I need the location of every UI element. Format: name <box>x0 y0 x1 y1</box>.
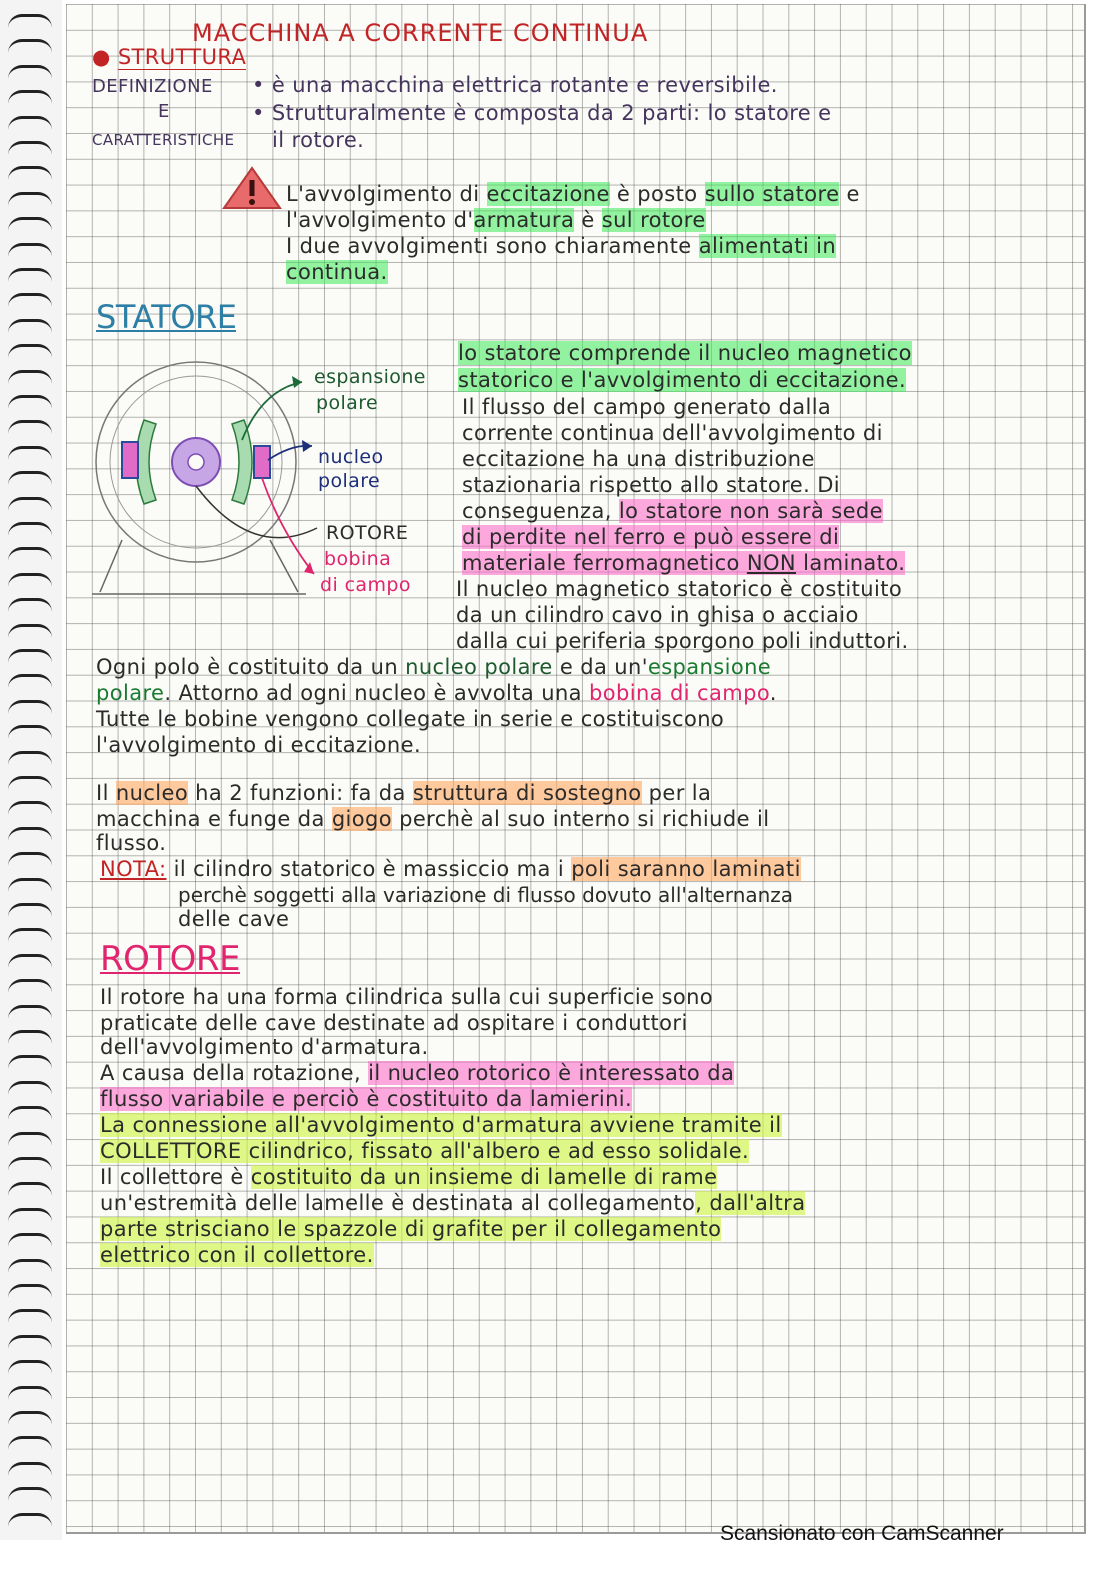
heading-statore: STATORE <box>96 298 237 336</box>
spiral-ring <box>8 801 52 816</box>
nota-line-2: perchè soggetti alla variazione di flusso dovuto all'alternanza <box>178 883 794 907</box>
nota-text: il cilindro statorico è massiccio ma i <box>173 857 572 881</box>
spiral-ring <box>8 1411 52 1426</box>
bullet-icon: • <box>252 73 272 97</box>
label-bobina: bobina <box>324 548 392 570</box>
label-rotore: ROTORE <box>326 522 409 544</box>
term-collettore: COLLETTORE <box>100 1139 242 1163</box>
highlight-spazzole: parte strisciano le spazzole di grafite per il collegamento <box>100 1217 722 1241</box>
spiral-ring <box>8 1360 52 1375</box>
rotore-line-2: praticate delle cave destinate ad ospitare i conduttori <box>100 1011 688 1035</box>
statore-text: per la <box>641 781 712 805</box>
spiral-ring <box>8 1132 52 1147</box>
statore-p1-line-6: stazionaria rispetto allo statore. Di <box>462 473 841 497</box>
spiral-ring <box>8 547 52 562</box>
rotore-line-11 <box>100 1242 374 1268</box>
rotore-line-6 <box>100 1112 782 1138</box>
pole-shoe-right <box>232 420 252 504</box>
spiral-ring <box>8 370 52 385</box>
highlight-nucleo: nucleo <box>115 781 189 805</box>
spiral-ring <box>8 39 52 54</box>
bullet-icon: • <box>252 101 272 125</box>
definition-line-2 <box>252 100 832 126</box>
highlight-poli-laminati: poli saranno laminati <box>571 857 801 881</box>
highlight-costituito: costituito da un insieme di <box>250 1165 548 1189</box>
highlight-statore-non-sede: lo statore non sarà sede <box>618 499 883 523</box>
arrow-espansione <box>242 382 302 440</box>
arrow-rotore <box>196 486 317 538</box>
spiral-ring <box>8 1462 52 1477</box>
machine-leg-left <box>100 540 122 592</box>
statore-p1-line-1 <box>458 340 912 366</box>
spiral-ring <box>8 674 52 689</box>
nota-label: NOTA: <box>100 857 167 881</box>
warning-text: è posto <box>609 182 705 206</box>
label-nucleo: nucleo <box>318 446 384 468</box>
highlight-collettore <box>100 1139 749 1163</box>
spiral-ring <box>8 1182 52 1197</box>
statore-text: . Attorno ad ogni nucleo è avvolta una <box>164 681 589 705</box>
statore-text: ha 2 funzioni: fa da <box>188 781 413 805</box>
spiral-ring <box>8 1081 52 1096</box>
statore-text: macchina e funge da <box>96 807 332 831</box>
spiral-ring <box>8 979 52 994</box>
spiral-ring <box>8 903 52 918</box>
rotore-line-8 <box>100 1164 717 1190</box>
rotore-line-3: dell'avvolgimento d'armatura. <box>100 1035 429 1059</box>
highlight-dall-altra: , dall'altra <box>695 1191 806 1215</box>
statore-text: Ogni polo è costituito da un <box>96 655 406 679</box>
term-polare: polare <box>96 681 165 705</box>
spiral-ring <box>8 446 52 461</box>
spiral-ring <box>8 65 52 80</box>
nota-line-1 <box>100 856 801 882</box>
rotore-line-5 <box>100 1086 632 1112</box>
spiral-ring <box>8 776 52 791</box>
statore-p2-line-3: Tutte le bobine vengono collegate in serie e costituiscono <box>96 707 725 731</box>
warning-line-2 <box>286 207 706 233</box>
statore-p3-line-2 <box>96 806 769 832</box>
highlight-alimentati-in: alimentati in <box>698 234 837 258</box>
spiral-ring <box>8 1233 52 1248</box>
highlight-lamelle-rame: lamelle di rame <box>547 1165 718 1189</box>
arrow-bobina <box>262 478 314 574</box>
highlight-statorico: statorico e l'avvolgimento di eccitazione. <box>458 368 907 392</box>
spiral-ring <box>8 573 52 588</box>
spiral-ring <box>8 344 52 359</box>
spiral-ring <box>8 90 52 105</box>
highlight-perdite: di perdite nel ferro e può essere di <box>462 525 840 549</box>
statore-p1-line-12: dalla cui periferia sporgono poli induttori. <box>456 629 909 653</box>
spiral-ring <box>8 852 52 867</box>
term-espansione: espansione <box>647 655 772 679</box>
spiral-ring <box>8 1157 52 1172</box>
rotor-shaft <box>188 454 204 470</box>
arrow-head-icon <box>302 440 312 452</box>
warning-line-4 <box>286 259 388 285</box>
warning-text: L'avvolgimento di <box>286 182 487 206</box>
rotore-line-9 <box>100 1190 805 1216</box>
statore-p1-line-8 <box>462 524 839 550</box>
highlight-sullo-statore: sullo statore <box>704 182 840 206</box>
highlight-eccitazione: eccitazione <box>486 182 610 206</box>
spiral-ring <box>8 1284 52 1299</box>
rotore-line-10 <box>100 1216 721 1242</box>
warning-text: l'avvolgimento d' <box>286 208 474 232</box>
spiral-ring <box>8 522 52 537</box>
label-nucleo-polare: polare <box>318 470 381 492</box>
section-struttura-label: STRUTTURA <box>117 45 247 69</box>
statore-p1-line-7 <box>462 498 883 524</box>
rotore-text: un'estremità delle lamelle è destinata al collegamento <box>100 1191 696 1215</box>
spiral-ring <box>8 268 52 283</box>
spiral-ring <box>8 954 52 969</box>
spiral-ring <box>8 1259 52 1274</box>
warning-text: I due avvolgimenti sono chiaramente <box>286 234 699 258</box>
section-struttura <box>92 44 246 70</box>
statore-p1-line-5: eccitazione ha una distribuzione <box>462 447 815 471</box>
scanner-footer: Scansionato con CamScanner <box>720 1522 1004 1545</box>
statore-p1-line-3: Il flusso del campo generato dalla <box>462 395 832 419</box>
spiral-ring <box>8 166 52 181</box>
margin-label-definizione: DEFINIZIONE <box>92 76 213 97</box>
spiral-ring <box>8 1386 52 1401</box>
term-bobina-di-campo: bobina di campo <box>589 681 770 705</box>
definition-text-1: è una macchina elettrica rotante e reversibile. <box>271 73 778 97</box>
rotore-text: A causa della rotazione, <box>100 1061 369 1085</box>
spiral-ring <box>8 1106 52 1121</box>
spiral-ring <box>8 14 52 29</box>
statore-p1-line-11: da un cilindro cavo in ghisa o acciaio <box>456 603 859 627</box>
warning-icon <box>222 166 282 210</box>
definition-line-3: il rotore. <box>272 128 365 152</box>
spiral-ring <box>8 878 52 893</box>
spiral-ring <box>8 1335 52 1350</box>
rotore-line-7 <box>100 1138 749 1164</box>
heading-rotore: ROTORE <box>100 939 241 979</box>
field-coil-left <box>122 442 138 478</box>
statore-text: Il <box>96 781 116 805</box>
highlight-sul-rotore: sul rotore <box>601 208 706 232</box>
warning-text: e <box>839 182 860 206</box>
statore-p1-line-2 <box>458 367 906 393</box>
highlight-struttura-sostegno: struttura di sostegno <box>412 781 642 805</box>
statore-p3-line-3: flusso. <box>96 831 167 855</box>
definition-line-1 <box>252 72 778 98</box>
warning-text: è <box>574 208 602 232</box>
spiral-ring <box>8 649 52 664</box>
spiral-ring <box>8 420 52 435</box>
spiral-ring <box>8 1030 52 1045</box>
spiral-ring <box>8 1208 52 1223</box>
statore-text: e da un' <box>552 655 648 679</box>
spiral-ring <box>8 827 52 842</box>
statore-p2-line-4: l'avvolgimento di eccitazione. <box>96 733 422 757</box>
rotore-text: Il collettore è <box>100 1165 251 1189</box>
statore-text: materiale ferromagnetico <box>462 551 747 575</box>
spiral-ring <box>8 243 52 258</box>
emphasis-non: NON <box>746 551 797 575</box>
label-di-campo: di campo <box>320 574 411 596</box>
highlight-flusso-variabile: flusso variabile e perciò è costituito da lamierini. <box>100 1087 633 1111</box>
spiral-ring <box>8 395 52 410</box>
spiral-ring <box>8 217 52 232</box>
statore-p3-line-1 <box>96 780 711 806</box>
notebook-spiral-binding <box>0 0 62 1540</box>
statore-text: . <box>769 681 777 705</box>
highlight-statore-comprende: lo statore comprende il nucleo magnetico <box>458 341 912 365</box>
spiral-ring <box>8 598 52 613</box>
statore-p2-line-2 <box>96 680 777 706</box>
spiral-ring <box>8 928 52 943</box>
spiral-ring <box>8 1005 52 1020</box>
spiral-ring <box>8 471 52 486</box>
label-espansione: espansione <box>314 366 426 388</box>
spiral-ring <box>8 1309 52 1324</box>
highlight-armatura: armatura <box>473 208 575 232</box>
margin-label-e: E <box>158 101 170 122</box>
statore-p2-line-1 <box>96 654 771 680</box>
margin-label-caratteristiche: CARATTERISTICHE <box>92 131 235 149</box>
page-title: MACCHINA A CORRENTE CONTINUA <box>192 19 649 47</box>
arrow-head-icon <box>292 376 302 388</box>
spiral-ring <box>8 751 52 766</box>
spiral-ring <box>8 192 52 207</box>
definition-text-2: Strutturalmente è composta da 2 parti: lo statore e <box>271 101 832 125</box>
statore-p1-line-10: Il nucleo magnetico statorico è costituito <box>456 577 903 601</box>
statore-text: conseguenza, <box>462 499 619 523</box>
bullet-icon: ● <box>92 45 111 69</box>
rotore-text: cilindrico, fissato all'albero e ad esso solidale. <box>241 1139 750 1163</box>
term-nucleo-polare: nucleo polare <box>405 655 553 679</box>
statore-text: perchè al suo interno si richiude il <box>392 807 770 831</box>
spiral-ring <box>8 497 52 512</box>
spiral-ring <box>8 1513 52 1528</box>
spiral-ring <box>8 700 52 715</box>
label-espansione-polare: polare <box>316 392 379 414</box>
warning-line-3 <box>286 233 836 259</box>
highlight-connessione: La connessione all'avvolgimento d'armatura avviene tramite il <box>100 1113 782 1137</box>
spiral-ring <box>8 319 52 334</box>
spiral-ring <box>8 1055 52 1070</box>
highlight-continua: continua. <box>286 260 388 284</box>
spiral-ring <box>8 116 52 131</box>
nota-line-3: delle cave <box>178 907 290 931</box>
warning-line-1 <box>286 181 860 207</box>
rotore-line-1: Il rotore ha una forma cilindrica sulla cui superficie sono <box>100 985 714 1009</box>
spiral-ring <box>8 1436 52 1451</box>
spiral-ring <box>8 1487 52 1502</box>
machine-leg-right <box>270 540 298 592</box>
statore-p1-line-9 <box>462 550 905 576</box>
highlight-nucleo-rotorico: il nucleo rotorico è interessato da <box>368 1061 735 1085</box>
highlight-giogo: giogo <box>331 807 393 831</box>
spiral-ring <box>8 624 52 639</box>
spiral-ring <box>8 141 52 156</box>
statore-text: laminato. <box>796 551 906 575</box>
field-coil-right <box>254 446 270 478</box>
spiral-ring <box>8 725 52 740</box>
rotore-line-4 <box>100 1060 734 1086</box>
statore-p1-line-4: corrente continua dell'avvolgimento di <box>462 421 883 445</box>
highlight-elettrico: elettrico con il collettore. <box>100 1243 374 1267</box>
highlight-materiale <box>462 551 905 575</box>
spiral-ring <box>8 293 52 308</box>
